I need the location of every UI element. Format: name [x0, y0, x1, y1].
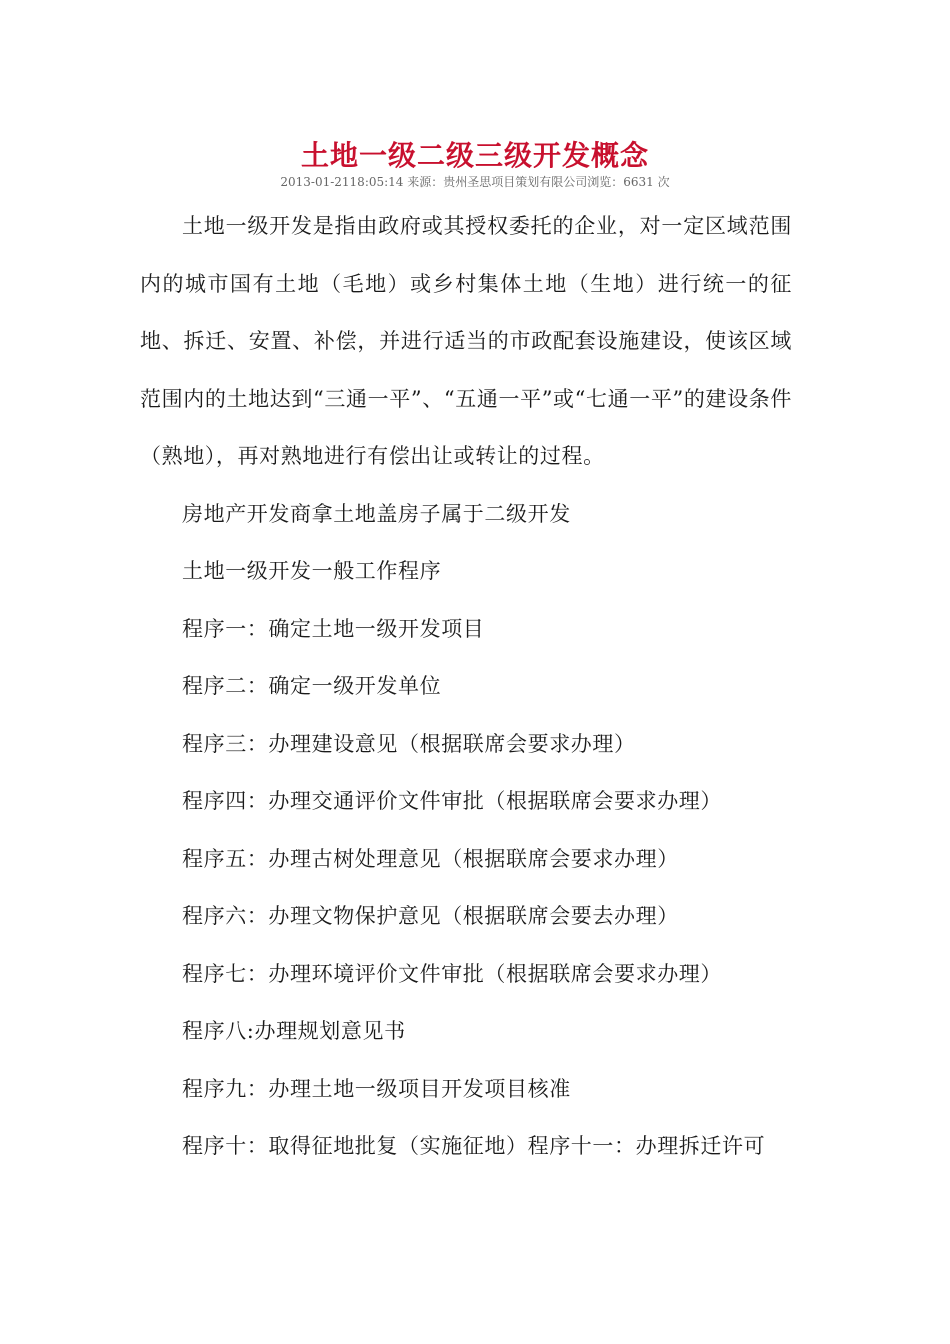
procedure-step-10-11: 程序十：取得征地批复（实施征地）程序十一：办理拆迁许可 [182, 1134, 766, 1158]
article-title: 土地一级二级三级开发概念 [300, 138, 649, 172]
procedure-step-1: 程序一：确定土地一级开发项目 [182, 616, 485, 641]
paragraph-secondary-development: 房地产开发商拿土地盖房子属于二级开发 [182, 501, 571, 526]
procedure-step-9: 程序九：办理土地一级项目开发项目核准 [182, 1076, 571, 1101]
procedure-step-8: 程序八:办理规划意见书 [182, 1019, 406, 1043]
procedure-step-3: 程序三：办理建设意见（根据联席会要求办理） [182, 731, 636, 756]
procedure-step-6: 程序六：办理文物保护意见（根据联席会要去办理） [182, 904, 679, 928]
procedure-step-5: 程序五：办理古树处理意见（根据联席会要求办理） [182, 846, 679, 871]
procedure-step-2: 程序二：确定一级开发单位 [182, 674, 442, 698]
procedure-step-4: 程序四：办理交通评价文件审批（根据联席会要求办理） [182, 789, 722, 813]
paragraph-procedure-heading: 土地一级开发一般工作程序 [182, 559, 442, 583]
procedure-step-7: 程序七：办理环境评价文件审批（根据联席会要求办理） [182, 961, 722, 986]
paragraph-intro: 土地一级开发是指由政府或其授权委托的企业，对一定区域范围内的城市国有土地（毛地）或乡村集体土地（生地）进行统一的征地、拆迁、安置、补偿，并进行适当的市政配套设施建设，使该区域范围内的土地达到“三通一平”、“五通一平”或“七通一平”的建设条件（熟地），再对熟地进行有偿出让或转让的过程。 [140, 214, 792, 468]
article-body [140, 198, 792, 1176]
article-meta: 2013-01-2118:05:14 来源：贵州圣思项目策划有限公司浏览：6631 次 [280, 175, 670, 189]
